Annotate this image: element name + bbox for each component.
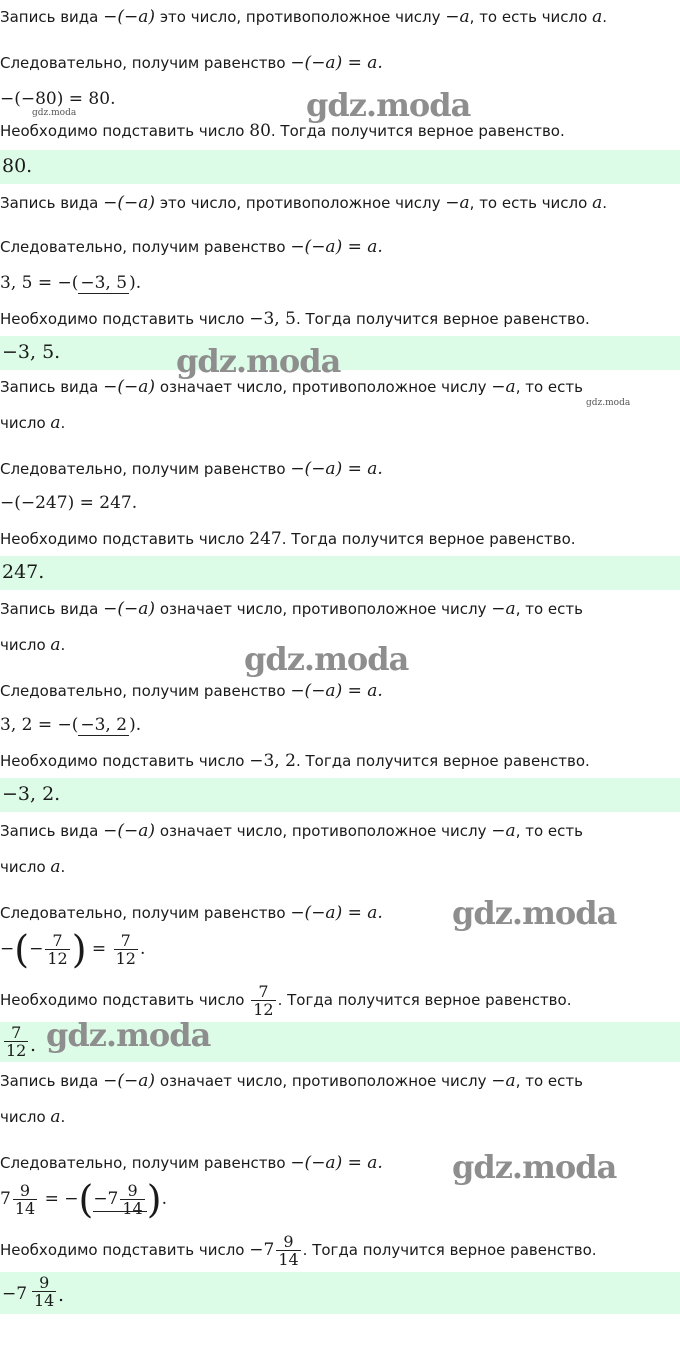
block1-substitute: Необходимо подставить число 80. Тогда получится верное равенство. (0, 121, 565, 141)
watermark-logo-small: gdz.moda (586, 398, 631, 408)
watermark-logo: gdz.moda (244, 640, 409, 678)
block4-answer: −3, 2. (0, 778, 680, 812)
block4-equation: 3, 2 = −( −3, 2 ). (0, 715, 142, 735)
block5-substitute: Необходимо подставить число $\frac{7}{12}$ . Тогда получится верное равенство. (0, 982, 572, 1019)
block3-therefore: Следовательно, получим равенство −(−a) = a. (0, 459, 383, 479)
block2-equation: 3, 5 = −( −3, 5 ). (0, 273, 142, 293)
block5-answer: $\frac{7}{12}$ . (0, 1022, 680, 1062)
block6-answer: −7 $\frac{9}{14}$ . (0, 1272, 680, 1314)
block1-equation: −(−80) = 80. (0, 89, 116, 109)
block6-substitute: Необходимо подставить число −7 $\frac{9}{14}$ . Тогда получится верное равенство. (0, 1232, 597, 1269)
fraction: $\frac{9}{14}$ (14, 1181, 36, 1218)
block1-therefore: Следовательно, получим равенство −(−a) = a. (0, 53, 383, 73)
block3-equation: −(−247) = 247. (0, 493, 138, 513)
block5-line2: число a. (0, 857, 66, 877)
block6-line1: Запись вида −(−a) означает число, противоположное числу −a, то есть (0, 1071, 583, 1091)
block5-line1: Запись вида −(−a) означает число, противоположное числу −a, то есть (0, 821, 583, 841)
fraction: $\frac{7}{12}$ (253, 982, 274, 1019)
fraction: $\frac{9}{14}$ (34, 1273, 55, 1310)
fraction: $\frac{7}{12}$ (47, 931, 68, 968)
fraction: $\frac{7}{12}$ (115, 931, 136, 968)
watermark-logo: gdz.moda (306, 86, 471, 124)
block1-answer: 80. (0, 150, 680, 184)
block5-therefore: Следовательно, получим равенство −(−a) = a. (0, 903, 383, 923)
block2-answer: −3, 5. (0, 336, 680, 370)
block4-therefore: Следовательно, получим равенство −(−a) = a. (0, 681, 383, 701)
block6-equation: 7 $\frac{9}{14}$ = −(−7 $\frac{9}{14}$ ). (0, 1177, 167, 1222)
block2-substitute: Необходимо подставить число −3, 5. Тогда получится верное равенство. (0, 309, 590, 329)
fraction: $\frac{9}{14}$ (122, 1181, 143, 1218)
block4-substitute: Необходимо подставить число −3, 2. Тогда получится верное равенство. (0, 751, 590, 771)
watermark-logo-small: gdz.moda (32, 108, 77, 118)
block3-answer: 247. (0, 556, 680, 590)
block1-line1: Запись вида −(−a) это число, противоположное числу −a, то есть число a. (0, 7, 608, 27)
block5-equation: −(− $\frac{7}{12}$ ) = $\frac{7}{12}$ . (0, 927, 146, 972)
block6-line2: число a. (0, 1107, 66, 1127)
fraction: $\frac{7}{12}$ (6, 1023, 27, 1060)
block4-line2: число a. (0, 635, 66, 655)
block6-therefore: Следовательно, получим равенство −(−a) = a. (0, 1153, 383, 1173)
block4-line1: Запись вида −(−a) означает число, противоположное числу −a, то есть (0, 599, 583, 619)
block2-therefore: Следовательно, получим равенство −(−a) = a. (0, 237, 383, 257)
watermark-logo: gdz.moda (452, 1148, 617, 1186)
watermark-logo: gdz.moda (46, 1016, 211, 1054)
watermark-logo: gdz.moda (452, 894, 617, 932)
block3-line1: Запись вида −(−a) означает число, противоположное числу −a, то есть (0, 377, 583, 397)
fraction: $\frac{9}{14}$ (278, 1232, 299, 1269)
watermark-logo: gdz.moda (176, 342, 341, 380)
block3-substitute: Необходимо подставить число 247. Тогда получится верное равенство. (0, 529, 576, 549)
block2-line1: Запись вида −(−a) это число, противоположное числу −a, то есть число a. (0, 193, 608, 213)
block3-line2: число a. (0, 413, 66, 433)
